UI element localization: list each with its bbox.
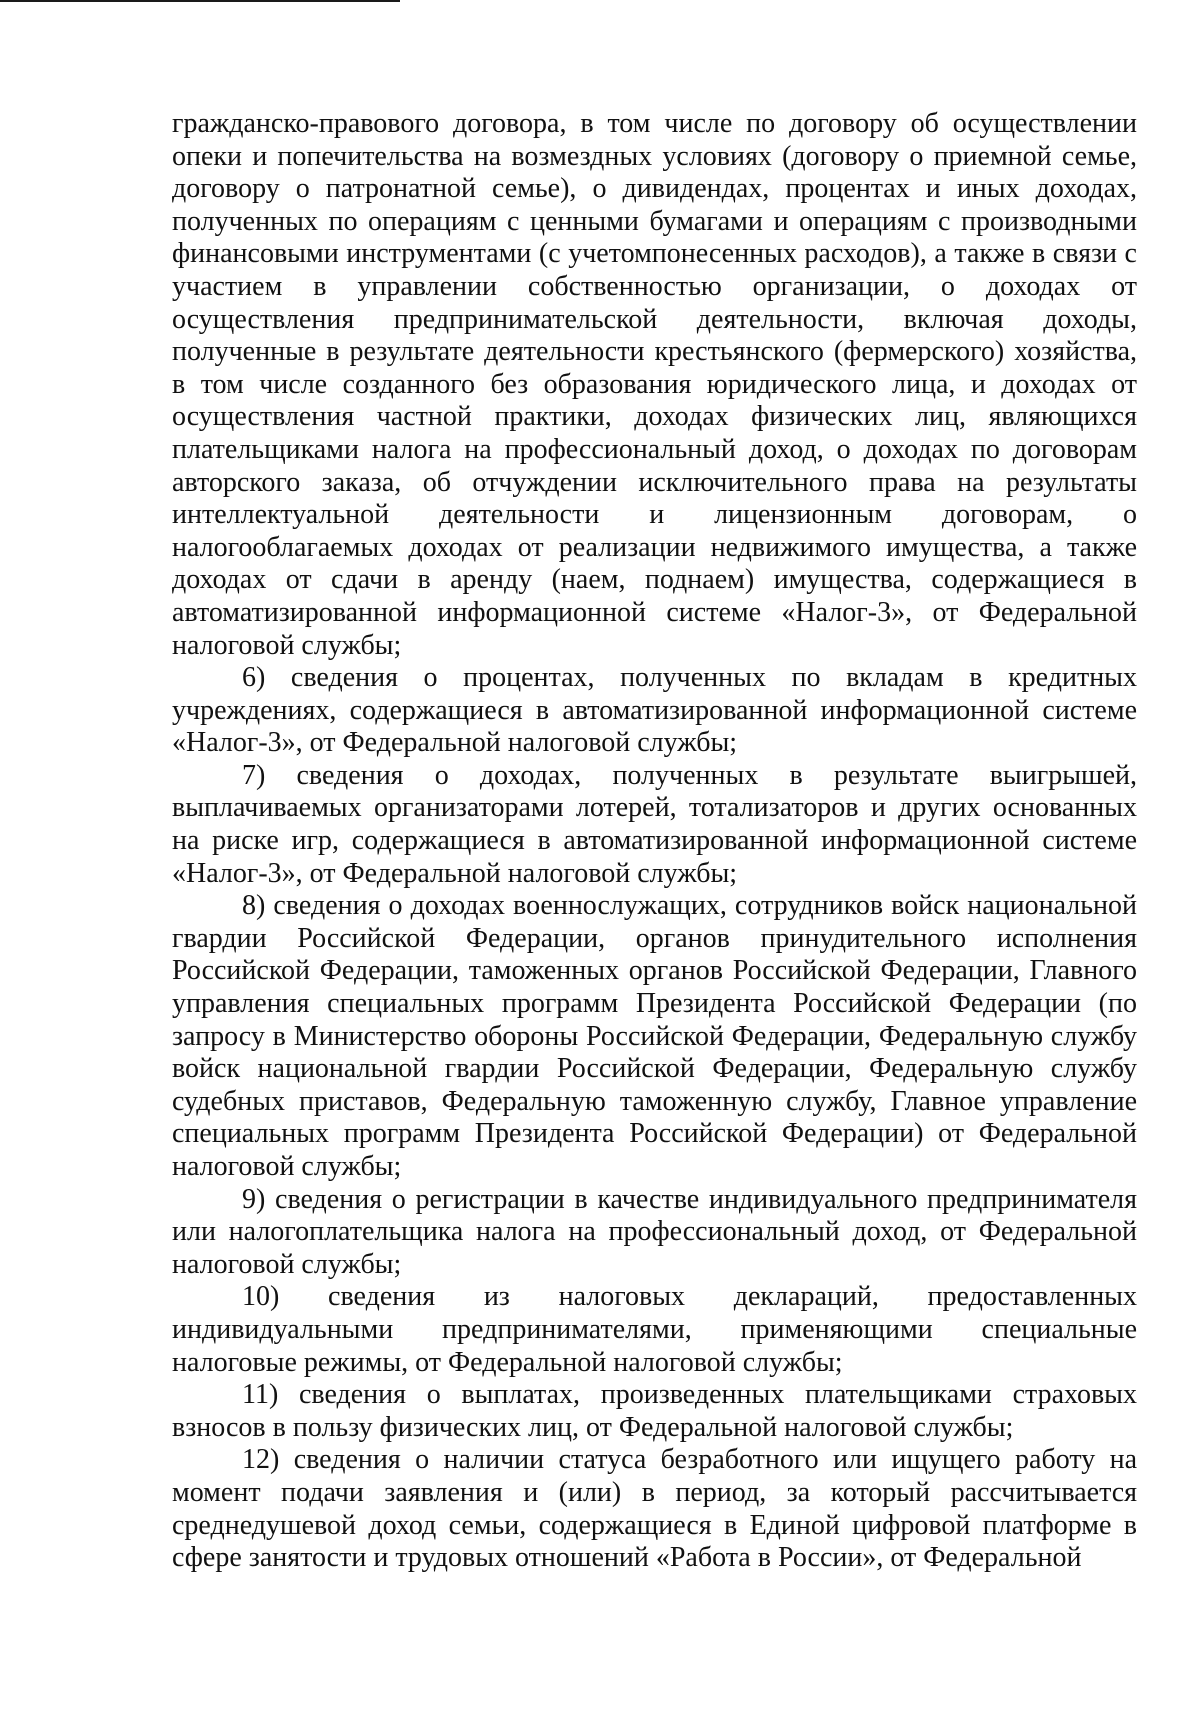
paragraph-item-9: 9) сведения о регистрации в качестве индивидуального предпринимателя или налогоплательщика налога на профессиональный доход, от Федеральной налоговой службы; [172, 1183, 1137, 1280]
paragraph-item-7: 7) сведения о доходах, полученных в результате выигрышей, выплачиваемых организаторами лотерей, тотализаторов и других основанных на риске игр, содержащиеся в автоматизированной информационной системе «Налог-3», от Федеральной налоговой службы; [172, 759, 1137, 889]
paragraph-item-11: 11) сведения о выплатах, произведенных плательщиками страховых взносов в пользу физических лиц, от Федеральной налоговой службы; [172, 1379, 1137, 1443]
paragraph-item-10: 10) сведения из налоговых деклараций, предоставленных индивидуальными предпринимателями, применяющими специальные налоговые режимы, от Федеральной налоговой службы; [172, 1281, 1137, 1378]
scan-edge-rule [0, 0, 400, 2]
paragraph-item-8: 8) сведения о доходах военнослужащих, сотрудников войск национальной гвардии Российской Федерации, органов принудительного исполнения Российской Федерации, таможенных органов Российской Федерации, Главного управления специальных программ Президента Российской Федерации (по запросу в Министерство обороны Российской Федерации, Федеральную службу войск национальной гвардии Российской Федерации, Федеральную службу судебных приставов, Федеральную таможенную службу, Главное управление специальных программ Президента Российской Федерации) от Федеральной налоговой службы; [172, 890, 1137, 1182]
paragraph-item-12: 12) сведения о наличии статуса безработного или ищущего работу на момент подачи заявления и (или) в период, за который рассчитывается среднедушевой доход семьи, содержащиеся в Единой цифровой платформе в сфере занятости и трудовых отношений «Работа в России», от Федеральной [172, 1444, 1137, 1574]
paragraph-continuation: гражданско-правового договора, в том числе по договору об осуществлении опеки и попечительства на возмездных условиях (договору о приемной семье, договору о патронатной семье), о дивидендах, процентах и иных доходах, полученных по операциям с ценными бумагами и операциям с производными финансовыми инструментами (с учетомпонесенных расходов), а также в связи с участием в управлении собственностью организации, о доходах от осуществления предпринимательской деятельности, включая доходы, полученные в результате деятельности крестьянского (фермерского) хозяйства, в том числе созданного без образования юридического лица, и доходах от осуществления частной практики, доходах физических лиц, являющихся плательщиками налога на профессиональный доход, о доходах по договорам авторского заказа, об отчуждении исключительного права на результаты интеллектуальной деятельности и лицензионным договорам, о налогооблагаемых доходах от реализации недвижимого имущества, а также доходах от сдачи в аренду (наем, поднаем) имущества, содержащиеся в автоматизированной информационной системе «Налог-3», от Федеральной налоговой службы; [172, 108, 1137, 661]
paragraph-item-6: 6) сведения о процентах, полученных по вкладам в кредитных учреждениях, содержащиеся в автоматизированной информационной системе «Налог-3», от Федеральной налоговой службы; [172, 662, 1137, 759]
document-body [172, 108, 1137, 1575]
